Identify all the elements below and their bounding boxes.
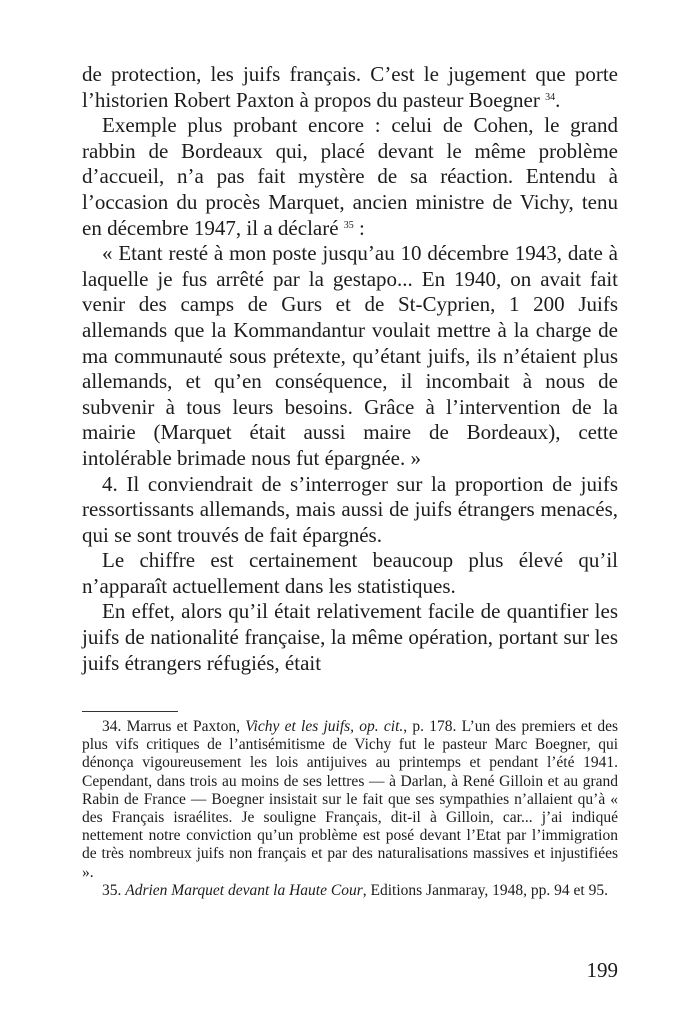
- footnote-ref-35[interactable]: 35: [343, 219, 354, 231]
- quotation-paragraph: « Etant resté à mon poste jusqu’au 10 décembre 1943, date à laquelle je fus arrêté par la gestapo... En 1940, on avait fait venir des camps de Gurs et de St-Cyprien, 1 200 Juifs allemands que la Kommandantur voulait mettre à la charge de ma communauté sous prétexte, qu’étant juifs, ils n’étaient plus allemands, et qu’en conséquence, il incombait à nous de subvenir à tous leurs besoins. Grâce à l’intervention de la mairie (Marquet était aussi maire de Bordeaux), cette intolérable brimade nous fut épargnée. »: [82, 241, 618, 470]
- main-text: [82, 62, 618, 676]
- footnotes: [82, 718, 618, 900]
- footnote-34: [82, 718, 618, 882]
- footnote-title: Vichy et les juifs, op. cit.: [245, 718, 404, 735]
- paragraph-tail: .: [555, 87, 561, 112]
- paragraph-tail: :: [353, 215, 365, 240]
- paragraph: En effet, alors qu’il était relativement facile de quantifier les juifs de nationalité française, la même opération, portant sur les juifs étrangers réfugiés, était: [82, 599, 618, 675]
- footnote-ref-34[interactable]: 34: [545, 91, 556, 103]
- footnote-lead: 34. Marrus et Paxton,: [102, 718, 246, 735]
- footnote-text: , p. 178. L’un des premiers et des plus vifs critiques de l’antisémitisme de Vichy fut le pasteur Marc Boegner, qui dénonça vigoureusement les lois antijuives au printemps et pendant l’été 1941. Cependant, dans trois au moins de ses lettres — à Darlan, à René Gilloin et au grand Rabin de France — Boegner insistait sur le fait que ses sympathies n’allaient qu’à « des Français israélites. Je souligne Français, dit-il à Gilloin, car... j’ai indiqué nettement notre conviction qu’un problème est posé devant l’Etat par l’immigration de très nombreux juifs non français et par des naturalisations massives et injustifiées ».: [82, 718, 618, 881]
- footnote-lead: 35.: [102, 881, 126, 899]
- footnote-separator: [82, 711, 178, 712]
- paragraph: Le chiffre est certainement beaucoup plus élevé qu’il n’apparaît actuellement dans les statistiques.: [82, 548, 618, 598]
- paragraph-text: de protection, les juifs français. C’est le jugement que porte l’historien Robert Paxton à propos du pasteur Boegner: [82, 62, 618, 112]
- paragraph: [82, 113, 618, 241]
- footnote-35: [82, 882, 618, 900]
- paragraph-text: Exemple plus probant encore : celui de Cohen, le grand rabbin de Bordeaux qui, placé devant le même problème d’accueil, n’a pas fait mystère de sa réaction. Entendu à l’occasion du procès Marquet, ancien ministre de Vichy, tenu en décembre 1947, il a déclaré: [82, 113, 618, 240]
- page-number: 199: [586, 958, 618, 982]
- footnote-text: , Editions Janmaray, 1948, pp. 94 et 95.: [362, 881, 608, 899]
- footnote-title: Adrien Marquet devant la Haute Cour: [125, 881, 363, 899]
- paragraph: [82, 62, 618, 113]
- paragraph: 4. Il conviendrait de s’interroger sur la proportion de juifs ressortissants allemands, mais aussi de juifs étrangers menacés, qui se sont trouvés de fait épargnés.: [82, 471, 618, 547]
